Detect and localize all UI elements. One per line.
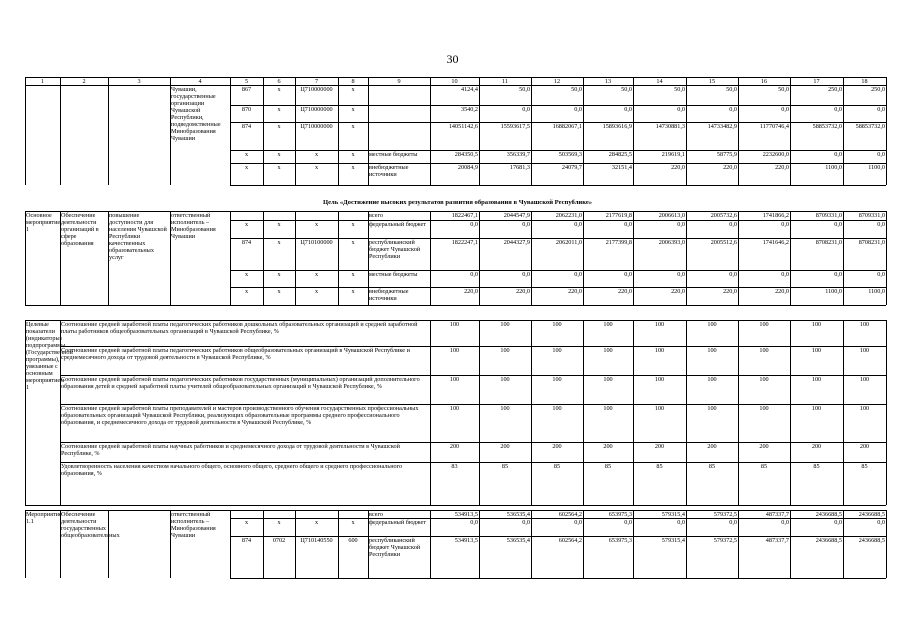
table-rule	[230, 305, 886, 306]
table-cell: x	[277, 163, 281, 171]
table-cell: 0,0	[781, 518, 789, 526]
table-cell: 0,0	[470, 270, 478, 278]
table-cell	[295, 211, 338, 220]
table-cell: 0,0	[677, 518, 685, 526]
table-cell: 58853732,0	[855, 122, 885, 130]
table-cell: 602564,2	[558, 536, 582, 544]
table-cell: 867	[241, 85, 252, 93]
table-cell: 1741646,2	[762, 238, 789, 246]
table-cell: 58853732,0	[812, 122, 842, 130]
table-cell: 536535,4	[506, 536, 530, 544]
table-cell: 1100,0	[868, 163, 885, 171]
table-cell: Ц710140550	[300, 536, 333, 544]
table-cell: 15893616,9	[602, 122, 632, 130]
table-cell: 0,0	[574, 105, 582, 113]
table-cell	[338, 510, 368, 518]
indicator-value: 100	[859, 320, 870, 328]
indicator-value: 100	[859, 346, 870, 354]
page-number: 30	[446, 52, 459, 66]
table-cell: 220,0	[723, 287, 737, 295]
indicator-value: 100	[707, 320, 717, 328]
table-cell: 0,0	[877, 105, 885, 113]
table-cell: 2062011,0	[555, 238, 582, 246]
table-cell: республиканский бюджет Чувашской Республики	[369, 536, 421, 558]
column-number: 12	[553, 77, 561, 85]
table-cell: 1741866,2	[762, 211, 789, 219]
table-cell: x	[314, 287, 319, 295]
table-cell	[230, 510, 263, 518]
table-cell: 0,0	[834, 150, 842, 158]
column-number: 3	[137, 77, 141, 85]
activity-description: Обеспечение деятельности организаций в сфере образования	[61, 211, 99, 247]
table-cell: 0,0	[729, 518, 737, 526]
table-cell: 15593617,5	[500, 122, 530, 130]
table-cell: 14730881,3	[655, 122, 685, 130]
table-cell: 284350,5	[454, 150, 478, 158]
indicator-value: 100	[500, 375, 510, 383]
table-cell: 0,0	[624, 220, 632, 228]
table-cell: 50,0	[778, 85, 789, 93]
activity-description: Обеспечение деятельности государственных общеобразовательных	[61, 510, 120, 539]
table-cell: x	[351, 220, 355, 228]
table-cell: 579315,4	[661, 536, 685, 544]
table-cell: всего	[369, 510, 383, 518]
table-cell: 0,0	[574, 518, 582, 526]
table-cell: 20084,9	[457, 163, 478, 171]
table-cell: x	[277, 105, 281, 113]
indicator-value: 100	[603, 404, 613, 412]
table-cell: x	[351, 105, 355, 113]
table-cell: 50,0	[571, 85, 582, 93]
table-cell: 579372,5	[713, 510, 737, 518]
indicator-value: 100	[500, 404, 510, 412]
table-cell: 0,0	[834, 105, 842, 113]
indicator-value: 100	[811, 375, 822, 383]
table-cell: 50,0	[726, 85, 737, 93]
table-cell: Ц710100000	[300, 238, 333, 246]
indicator-value: 100	[449, 346, 460, 354]
table-cell: местные бюджеты	[369, 270, 418, 278]
table-cell: 17681,3	[509, 163, 530, 171]
table-cell: 0,0	[624, 518, 632, 526]
indicator-value: 100	[707, 375, 717, 383]
indicator-value: 200	[707, 442, 717, 450]
table-cell: x	[351, 270, 355, 278]
table-cell: 487337,7	[765, 510, 789, 518]
column-number: 4	[198, 77, 202, 85]
indicator-value: 85	[760, 462, 768, 470]
table-cell: 14051142,6	[448, 122, 478, 130]
table-cell: 0,0	[624, 105, 632, 113]
table-cell: 11770746,4	[759, 122, 789, 130]
table-cell: 600	[348, 536, 358, 544]
table-cell: x	[277, 85, 281, 93]
column-number: 8	[351, 77, 355, 85]
indicator-text: Соотношение средней заработной платы научных работников и среднемесячного дохода от трудовой деятельности в Чувашской Республике, %	[61, 442, 400, 457]
table-cell: x	[244, 270, 249, 278]
executor-cell: ответственный исполнитель – Минобразования Чувашии	[171, 211, 216, 240]
indicator-value: 100	[500, 320, 510, 328]
table-cell: 220,0	[775, 163, 789, 171]
table-cell: x	[314, 220, 319, 228]
table-cell: 0,0	[729, 270, 737, 278]
table-cell	[368, 85, 430, 105]
table-cell: 0,0	[729, 220, 737, 228]
table-cell: 0,0	[877, 220, 885, 228]
table-cell: 1822467,1	[451, 211, 478, 219]
indicators-label: Целевые показатели (индикаторы) подпрограммы (Государственной программы), увязанные с основным мероприятием 1	[26, 320, 73, 391]
table-cell	[263, 510, 295, 518]
column-number: 9	[397, 77, 401, 85]
table-cell: 220,0	[723, 163, 737, 171]
table-cell: 58775,9	[716, 150, 737, 158]
indicator-value: 100	[449, 375, 460, 383]
table-cell: x	[244, 150, 249, 158]
table-cell: 4124,4	[460, 85, 478, 93]
indicator-value: 100	[759, 375, 769, 383]
indicator-value: 200	[811, 442, 822, 450]
table-cell: 1100,0	[868, 287, 885, 295]
table-cell: 534913,5	[454, 536, 478, 544]
table-cell: 0,0	[470, 518, 478, 526]
table-cell: x	[244, 518, 249, 526]
table-cell: x	[351, 150, 355, 158]
executor-cell: Чувашии, государственные организации Чувашской Республики, подведомственные Минобразования Чувашии	[171, 85, 221, 142]
table-cell: 1100,0	[825, 287, 842, 295]
table-cell: 653975,3	[608, 536, 632, 544]
indicator-value: 100	[707, 404, 717, 412]
table-rule	[108, 85, 109, 185]
table-cell: 2177619,8	[605, 211, 632, 219]
table-cell: 0,0	[781, 220, 789, 228]
table-cell: внебюджетные источники	[369, 287, 409, 302]
goal-heading: Цель «Достижение высоких результатов развития образования в Чувашской Республике»	[322, 199, 593, 206]
table-cell: 0,0	[834, 220, 842, 228]
table-cell: 1100,0	[825, 163, 842, 171]
table-cell: 874	[241, 238, 252, 246]
table-cell: 8709331,0	[858, 211, 885, 219]
table-cell: федеральный бюджет	[369, 518, 426, 526]
activity-goal: повышение доступности для населения Чувашской Республики качественных образовательных услуг	[109, 211, 167, 261]
table-cell: x	[351, 287, 355, 295]
indicator-value: 100	[449, 404, 460, 412]
indicator-text: Удовлетворенность населения качеством начального общего, основного общего, среднего общего и среднего профессионального образования, %	[61, 462, 403, 477]
table-rule	[230, 578, 886, 579]
indicator-value: 83	[451, 462, 458, 470]
table-cell: 220,0	[618, 287, 632, 295]
column-number: 11	[502, 77, 508, 85]
table-cell	[368, 122, 430, 150]
table-cell: 536535,4	[506, 510, 530, 518]
table-cell: 220,0	[775, 287, 789, 295]
table-rule	[25, 505, 60, 506]
table-cell: 534913,5	[454, 510, 478, 518]
table-cell: Ц710000000	[300, 85, 333, 93]
indicator-value: 200	[759, 442, 769, 450]
table-cell: 0,0	[834, 518, 842, 526]
indicator-value: 100	[811, 346, 822, 354]
table-cell: 503569,3	[558, 150, 582, 158]
indicator-value: 200	[654, 442, 665, 450]
table-cell: x	[351, 122, 355, 130]
table-cell: 0,0	[522, 220, 530, 228]
indicator-value: 85	[861, 462, 868, 470]
column-number: 10	[451, 77, 458, 85]
table-cell: 0,0	[522, 270, 530, 278]
table-cell: x	[277, 518, 281, 526]
indicator-value: 85	[656, 462, 663, 470]
indicator-value: 100	[449, 320, 460, 328]
table-cell: 0,0	[677, 220, 685, 228]
table-cell: 874	[241, 536, 252, 544]
table-cell: 2044327,9	[503, 238, 530, 246]
table-cell: 2005512,6	[710, 238, 737, 246]
table-cell: 0,0	[729, 105, 737, 113]
main-activity-label: Основное мероприятие 1	[26, 211, 61, 233]
table-rule	[230, 185, 886, 186]
column-number: 17	[813, 77, 820, 85]
table-cell: x	[351, 85, 355, 93]
indicator-value: 200	[552, 442, 562, 450]
table-cell: x	[314, 163, 319, 171]
table-cell: x	[351, 163, 355, 171]
indicator-value: 200	[500, 442, 510, 450]
table-cell: 2232600,0	[762, 150, 789, 158]
table-cell: 32151,4	[611, 163, 632, 171]
table-cell: 2005732,6	[710, 211, 737, 219]
table-cell: 0,0	[877, 518, 885, 526]
table-cell: 16882067,1	[552, 122, 582, 130]
indicator-value: 100	[811, 320, 822, 328]
table-cell: внебюджетные источники	[369, 163, 409, 178]
table-cell: 356339,7	[506, 150, 530, 158]
table-cell: 0,0	[624, 270, 632, 278]
table-cell: x	[244, 220, 249, 228]
table-cell: 50,0	[621, 85, 632, 93]
table-cell: 2436688,5	[858, 536, 885, 544]
table-cell: 50,0	[519, 85, 530, 93]
table-cell: Ц710000000	[300, 105, 333, 113]
table-cell: 2062231,0	[555, 211, 582, 219]
indicator-value: 100	[552, 404, 562, 412]
table-cell: 8708231,0	[815, 238, 842, 246]
table-cell: 8709331,0	[815, 211, 842, 219]
sub-activity-label: Мероприятие 1.1	[26, 510, 62, 525]
indicator-value: 100	[552, 346, 562, 354]
table-cell: x	[314, 150, 319, 158]
table-cell: 2006393,0	[658, 238, 685, 246]
table-cell: x	[314, 518, 319, 526]
executor-cell: ответственный исполнитель – Минобразования Чувашии	[171, 510, 216, 539]
indicator-value: 100	[654, 375, 665, 383]
table-cell: 220,0	[464, 287, 478, 295]
table-cell: 50,0	[674, 85, 685, 93]
table-cell: 0702	[272, 536, 286, 544]
table-cell: 2177399,8	[605, 238, 632, 246]
table-cell: x	[277, 287, 281, 295]
indicator-value: 100	[654, 320, 665, 328]
table-cell: 0,0	[574, 220, 582, 228]
table-cell	[263, 211, 295, 220]
table-cell: 0,0	[522, 518, 530, 526]
indicator-value: 85	[501, 462, 509, 470]
column-number: 14	[656, 77, 663, 85]
table-cell: 602564,2	[558, 510, 582, 518]
indicator-value: 100	[552, 320, 562, 328]
column-number: 15	[708, 77, 716, 85]
table-rule	[886, 510, 887, 578]
table-cell: 220,0	[568, 287, 582, 295]
table-cell: 0,0	[781, 105, 789, 113]
indicator-text: Соотношение средней заработной платы педагогических работников общеобразовательных организаций в Чувашской Республике и среднемесячного дохода от трудовой деятельности в Чувашской Республике, %	[61, 346, 410, 361]
table-cell: 220,0	[671, 163, 685, 171]
table-cell: x	[244, 163, 249, 171]
column-number: 16	[760, 77, 768, 85]
table-cell: x	[277, 150, 281, 158]
indicator-value: 85	[813, 462, 820, 470]
table-cell: x	[277, 270, 281, 278]
table-cell: 220,0	[671, 287, 685, 295]
indicator-value: 100	[759, 320, 769, 328]
column-number: 1	[40, 77, 45, 85]
indicator-value: 100	[811, 404, 822, 412]
table-cell: x	[277, 220, 281, 228]
table-cell: 870	[241, 105, 252, 113]
indicator-value: 200	[603, 442, 613, 450]
table-cell	[295, 510, 338, 518]
table-rule	[886, 211, 887, 305]
table-cell: 0,0	[574, 270, 582, 278]
indicator-value: 100	[759, 346, 769, 354]
table-cell: x	[277, 238, 281, 246]
indicator-text: Соотношение средней заработной платы преподавателей и мастеров производственного обучения государственных профессиональных образовательных организаций Чувашской Республики, реализующих образовательные программы среднего профессионального образования, и среднемесячного дохода от трудовой деятельности в Чувашской Республике, %	[61, 404, 419, 426]
table-rule	[25, 85, 26, 185]
table-cell: 8708231,0	[858, 238, 885, 246]
indicator-value: 100	[500, 346, 510, 354]
table-cell: 874	[241, 122, 252, 130]
table-cell: 250,0	[871, 85, 885, 93]
table-cell: 2436688,5	[815, 510, 842, 518]
table-cell: 0,0	[834, 270, 842, 278]
indicator-value: 100	[603, 346, 613, 354]
table-cell: 2436688,5	[815, 536, 842, 544]
table-cell: 487337,7	[765, 536, 789, 544]
table-cell: x	[277, 122, 281, 130]
table-rule	[886, 85, 887, 185]
table-rule	[25, 305, 230, 306]
column-number: 7	[314, 77, 319, 85]
indicator-value: 100	[654, 346, 665, 354]
table-cell: 250,0	[828, 85, 842, 93]
column-number: 2	[82, 77, 86, 85]
indicator-text: Соотношение средней заработной платы педагогических работников государственных (муниципальных) организаций дополнительного образования детей и средней заработной платы учителей общеобразовательных организаций в Чувашской Республике, %	[61, 375, 420, 390]
table-cell: 0,0	[877, 150, 885, 158]
column-number: 13	[604, 77, 612, 85]
table-rule	[886, 77, 887, 85]
table-cell: 0,0	[470, 220, 478, 228]
indicator-value: 100	[603, 375, 613, 383]
table-cell: 579372,5	[713, 536, 737, 544]
column-number: 5	[244, 77, 249, 85]
table-cell	[230, 211, 263, 220]
table-rule	[108, 510, 109, 578]
table-cell: x	[244, 287, 249, 295]
table-cell: 0,0	[781, 270, 789, 278]
table-cell: 284825,5	[608, 150, 632, 158]
indicator-value: 100	[759, 404, 769, 412]
table-cell: x	[314, 270, 319, 278]
table-cell: всего	[369, 211, 383, 219]
table-cell: x	[351, 518, 355, 526]
table-cell: 653975,3	[608, 510, 632, 518]
indicator-value: 85	[553, 462, 561, 470]
table-cell: 3540,2	[460, 105, 478, 113]
table-cell: 0,0	[522, 105, 530, 113]
indicator-value: 100	[654, 404, 665, 412]
table-cell: 14733482,9	[707, 122, 737, 130]
table-cell: 0,0	[677, 105, 685, 113]
table-cell: республиканский бюджет Чувашской Республики	[369, 238, 421, 260]
table-rule	[886, 320, 887, 505]
table-rule	[60, 505, 886, 506]
indicator-value: 200	[859, 442, 870, 450]
table-cell: 24079,7	[561, 163, 582, 171]
table-cell: 2006613,0	[658, 211, 685, 219]
table-rule	[60, 85, 61, 185]
table-cell: местные бюджеты	[369, 150, 418, 158]
table-cell: 579315,4	[661, 510, 685, 518]
indicator-value: 85	[708, 462, 716, 470]
table-cell	[338, 211, 368, 220]
table-cell: x	[351, 238, 355, 246]
column-number: 6	[277, 77, 281, 85]
indicator-value: 100	[707, 346, 717, 354]
table-cell: федеральный бюджет	[369, 220, 426, 228]
table-cell: 220,0	[516, 287, 530, 295]
table-cell	[368, 105, 430, 122]
indicator-value: 100	[552, 375, 562, 383]
indicator-value: 100	[859, 375, 870, 383]
table-cell: Ц710000000	[300, 122, 333, 130]
indicator-value: 85	[604, 462, 612, 470]
table-cell: 0,0	[677, 270, 685, 278]
indicator-value: 100	[603, 320, 613, 328]
indicator-text: Соотношение средней заработной платы педагогических работников дошкольных образовательных организаций и средней заработной платы работников общеобразовательных организаций в Чувашской Республике, %	[61, 320, 418, 335]
table-cell: 2436688,5	[858, 510, 885, 518]
table-cell: 1822247,1	[451, 238, 478, 246]
table-cell: 0,0	[877, 270, 885, 278]
table-cell: 2044547,9	[503, 211, 530, 219]
indicator-value: 100	[859, 404, 870, 412]
column-number: 18	[861, 77, 868, 85]
indicator-value: 200	[449, 442, 460, 450]
table-cell: 219619,1	[661, 150, 685, 158]
